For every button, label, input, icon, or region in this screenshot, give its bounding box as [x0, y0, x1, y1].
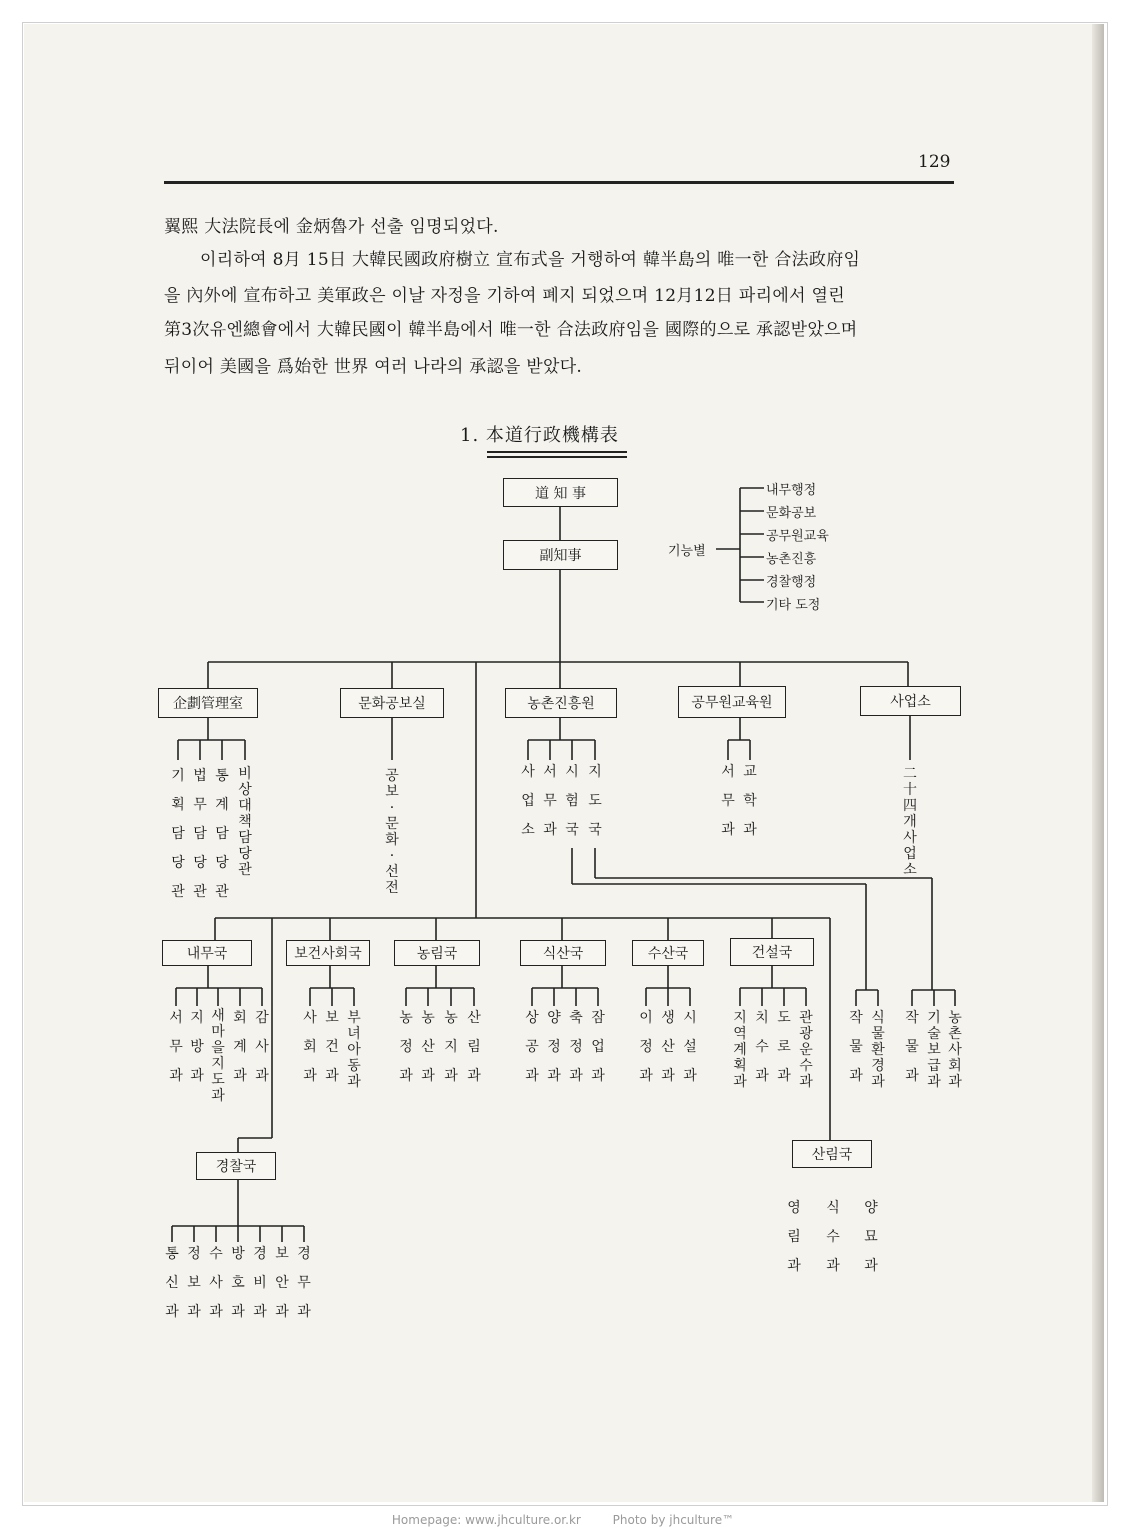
forestry-sub: 양묘과 [864, 1200, 878, 1274]
planning-sub: 통계담당관 [215, 768, 229, 900]
training-sub: 교학과 [743, 764, 757, 838]
page-number: 129 [918, 152, 951, 172]
industry-sub: 상공과 [525, 1010, 539, 1084]
function-item: 경찰행정 [766, 575, 817, 590]
rural-sub: 사업소 [521, 764, 535, 838]
police-sub: 정보과 [187, 1246, 201, 1320]
police-bureau-box: 경찰국 [196, 1152, 276, 1180]
function-label: 기능별 [668, 544, 706, 559]
construction-sub: 관광운수과 [799, 1010, 813, 1090]
internal-sub: 회계과 [233, 1010, 247, 1084]
planning-sub: 기획담당관 [171, 768, 185, 900]
construction-sub: 치수과 [755, 1010, 769, 1084]
forestry-sub: 식수과 [826, 1200, 840, 1274]
industry-sub: 축정과 [569, 1010, 583, 1084]
construction-sub: 지역계획과 [733, 1010, 747, 1090]
construction-bureau-box: 건설국 [730, 938, 814, 966]
police-sub: 경비과 [253, 1246, 267, 1320]
rural-sub: 서무과 [543, 764, 557, 838]
welfare-bureau-box: 보건사회국 [286, 940, 370, 966]
internal-sub: 서무과 [169, 1010, 183, 1084]
guide-bureau-sub: 농촌사회과 [948, 1010, 962, 1090]
function-item: 문화공보 [766, 506, 817, 521]
police-sub: 경무과 [297, 1246, 311, 1320]
function-item: 기타 도정 [766, 598, 821, 613]
footer [0, 1513, 1126, 1527]
chart-title: 1. 本道行政機構表 [460, 425, 619, 446]
body-line-5: 뒤이어 美國을 爲始한 世界 여러 나라의 承認을 받았다. [164, 357, 583, 377]
fishery-sub: 이정과 [639, 1010, 653, 1084]
rural-sub: 시험국 [565, 764, 579, 838]
office-sub: 二十四개사업소 [903, 766, 917, 878]
construction-sub: 도로과 [777, 1010, 791, 1084]
exam-bureau-sub: 식물환경과 [871, 1010, 885, 1090]
body-line-2: 이리하여 8月 15日 大韓民國政府樹立 宣布式을 거행하여 韓半島의 唯一한 合法政府임 [200, 250, 861, 270]
fishery-sub: 시설과 [683, 1010, 697, 1084]
culture-sub: 공보·문화·선전 [385, 768, 399, 896]
planning-sub: 법무담당관 [193, 768, 207, 900]
agri-sub: 농산과 [421, 1010, 435, 1084]
function-item: 내무행정 [766, 483, 817, 498]
agri-sub: 산림과 [467, 1010, 481, 1084]
body-line-1: 翼熙 大法院長에 金炳魯가 선출 임명되었다. [164, 217, 499, 237]
body-line-4: 第3次유엔總會에서 大韓民國이 韓半島에서 唯一한 合法政府임을 國際的으로 承認받았으며 [164, 320, 858, 340]
internal-sub: 지방과 [190, 1010, 204, 1084]
police-sub: 보안과 [275, 1246, 289, 1320]
welfare-sub: 부녀아동과 [347, 1010, 361, 1090]
police-sub: 방호과 [231, 1246, 245, 1320]
welfare-sub: 사회과 [303, 1010, 317, 1084]
agri-sub: 농지과 [444, 1010, 458, 1084]
police-sub: 수사과 [209, 1246, 223, 1320]
internal-sub: 새마을지도과 [211, 1008, 225, 1104]
industry-sub: 잠업과 [591, 1010, 605, 1084]
fishery-sub: 생산과 [661, 1010, 675, 1084]
footer-photo-credit: Photo by jhculture™ [612, 1513, 735, 1527]
business-office-box: 사업소 [860, 686, 961, 716]
rural-development-box: 농촌진흥원 [505, 688, 617, 718]
training-sub: 서무과 [721, 764, 735, 838]
internal-affairs-bureau-box: 내무국 [162, 940, 252, 966]
internal-sub: 감사과 [255, 1010, 269, 1084]
industry-bureau-box: 식산국 [520, 940, 606, 966]
guide-bureau-sub: 작물과 [905, 1010, 919, 1084]
forestry-bureau-box: 산림국 [792, 1140, 872, 1168]
planning-sub: 비상대책담당관 [238, 766, 252, 878]
industry-sub: 양정과 [547, 1010, 561, 1084]
culture-office-box: 문화공보실 [340, 688, 444, 718]
training-institute-box: 공무원교육원 [678, 686, 786, 718]
welfare-sub: 보건과 [325, 1010, 339, 1084]
vice-governor-box: 副知事 [503, 540, 618, 570]
footer-homepage: Homepage: www.jhculture.or.kr [391, 1513, 581, 1527]
planning-office-box: 企劃管理室 [158, 688, 258, 718]
governor-box: 道 知 事 [503, 478, 618, 507]
fishery-bureau-box: 수산국 [632, 940, 704, 966]
body-line-3: 을 內外에 宣布하고 美軍政은 이날 자정을 기하여 폐지 되었으며 12月12日 파리에서 열린 [164, 286, 845, 306]
agriculture-bureau-box: 농림국 [394, 940, 480, 966]
guide-bureau-sub: 기술보급과 [927, 1010, 941, 1090]
forestry-sub: 영림과 [787, 1200, 801, 1274]
function-item: 농촌진흥 [766, 552, 817, 567]
police-sub: 통신과 [165, 1246, 179, 1320]
rural-sub: 지도국 [588, 764, 602, 838]
function-item: 공무원교육 [766, 529, 829, 544]
agri-sub: 농정과 [399, 1010, 413, 1084]
exam-bureau-sub: 작물과 [849, 1010, 863, 1084]
